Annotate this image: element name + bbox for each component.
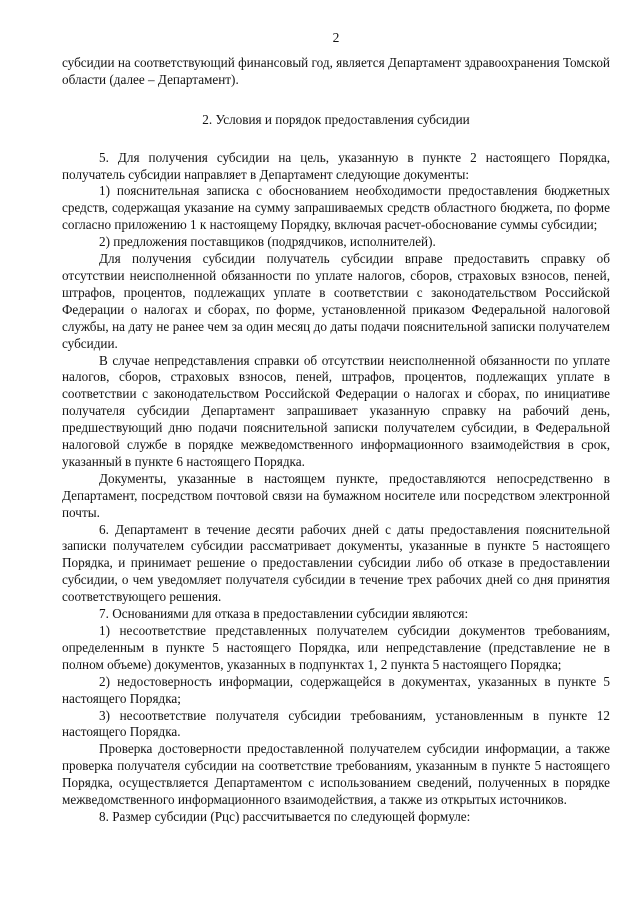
paragraph-subitem-7-1: 1) несоответствие представленных получателем субсидии документов требованиям, определенным в пункте 5 настоящего Порядка, или непредставление (представление не в полном объеме) документов, указанных в подпунктах 1, 2 пункта 5 настоящего Порядка; bbox=[62, 623, 610, 672]
paragraph-item-8: 8. Размер субсидии (Рцс) рассчитывается по следующей формуле: bbox=[99, 808, 471, 824]
paragraph-item-6: 6. Департамент в течение десяти рабочих дней с даты предоставления пояснительной записки получателем субсидии рассматривает документы, указанные в пункте 5 настоящего Порядка, и принимает решение о предоставлении субсидии либо об отказе в предоставлении субсидии, о чем уведомляет получателя субсидии в течение трех рабочих дней со дня принятия соответствующего решения. bbox=[62, 521, 610, 605]
paragraph-item-5: 5. Для получения субсидии на цель, указанную в пункте 2 настоящего Порядка, получатель субсидии направляет в Департамент следующие документы: bbox=[62, 149, 610, 182]
paragraph-subitem-5-1: 1) пояснительная записка с обоснованием необходимости предоставления бюджетных средств, содержащая указание на сумму запрашиваемых средств областного бюджета, по форме согласно приложению 1 к настоящему Порядку, включая расчет-обоснование суммы субсидии; bbox=[62, 183, 610, 233]
section-body bbox=[62, 150, 610, 826]
paragraph-subitem-7-3: 3) несоответствие получателя субсидии требованиям, установленным в пункте 12 настоящего Порядка. bbox=[62, 707, 610, 740]
intro-paragraph: субсидии на соответствующий финансовый год, является Департамент здравоохранения Томской области (далее – Департамент). bbox=[62, 54, 610, 87]
document-page bbox=[62, 30, 610, 826]
section-heading: 2. Условия и порядок предоставления субсидии bbox=[202, 111, 470, 127]
paragraph-certificate-request: В случае непредставления справки об отсутствии неисполненной обязанности по уплате налогов, сборов, страховых взносов, пеней, штрафов, процентов, подлежащих уплате в соответствии с законодательством Российской Федерации о налогах и сборах, по инициативе получателя субсидии Департамент запрашивает указанную справку на рабочий день, предшествующий дню подачи пояснительной записки получателем субсидии, в Федеральной налоговой службе в порядке межведомственного информационного взаимодействия в срок, указанный в пункте 6 настоящего Порядка. bbox=[62, 352, 610, 469]
paragraph-document-delivery: Документы, указанные в настоящем пункте, предоставляются непосредственно в Департамент, посредством почтовой связи на бумажном носителе или посредством электронной почты. bbox=[62, 470, 610, 520]
paragraph-subitem-5-2: 2) предложения поставщиков (подрядчиков, исполнителей). bbox=[99, 234, 436, 250]
page-number: 2 bbox=[332, 30, 340, 45]
paragraph-subitem-7-2: 2) недостоверность информации, содержащейся в документах, указанных в пункте 5 настоящего Порядка; bbox=[62, 673, 610, 706]
paragraph-item-7: 7. Основаниями для отказа в предоставлении субсидии являются: bbox=[99, 606, 469, 622]
paragraph-verification: Проверка достоверности предоставленной получателем субсидии информации, а также проверка получателя субсидии на соответствие требованиям, указанным в пункте 5 настоящего Порядка, осуществляется Департаментом с использованием сведений, полученных в порядке межведомственного информационного взаимодействия, а также из открытых источников. bbox=[62, 741, 610, 808]
paragraph-tax-certificate: Для получения субсидии получатель субсидии вправе предоставить справку об отсутствии неисполненной обязанности по уплате налогов, сборов, страховых взносов, пеней, штрафов, процентов, подлежащих уплате в соответствии с законодательством Российской Федерации о налогах и сборах, по форме, установленной приказом Федеральной налоговой службы, на дату не ранее чем за один месяц до даты подачи пояснительной записки получателем субсидии. bbox=[62, 251, 610, 351]
